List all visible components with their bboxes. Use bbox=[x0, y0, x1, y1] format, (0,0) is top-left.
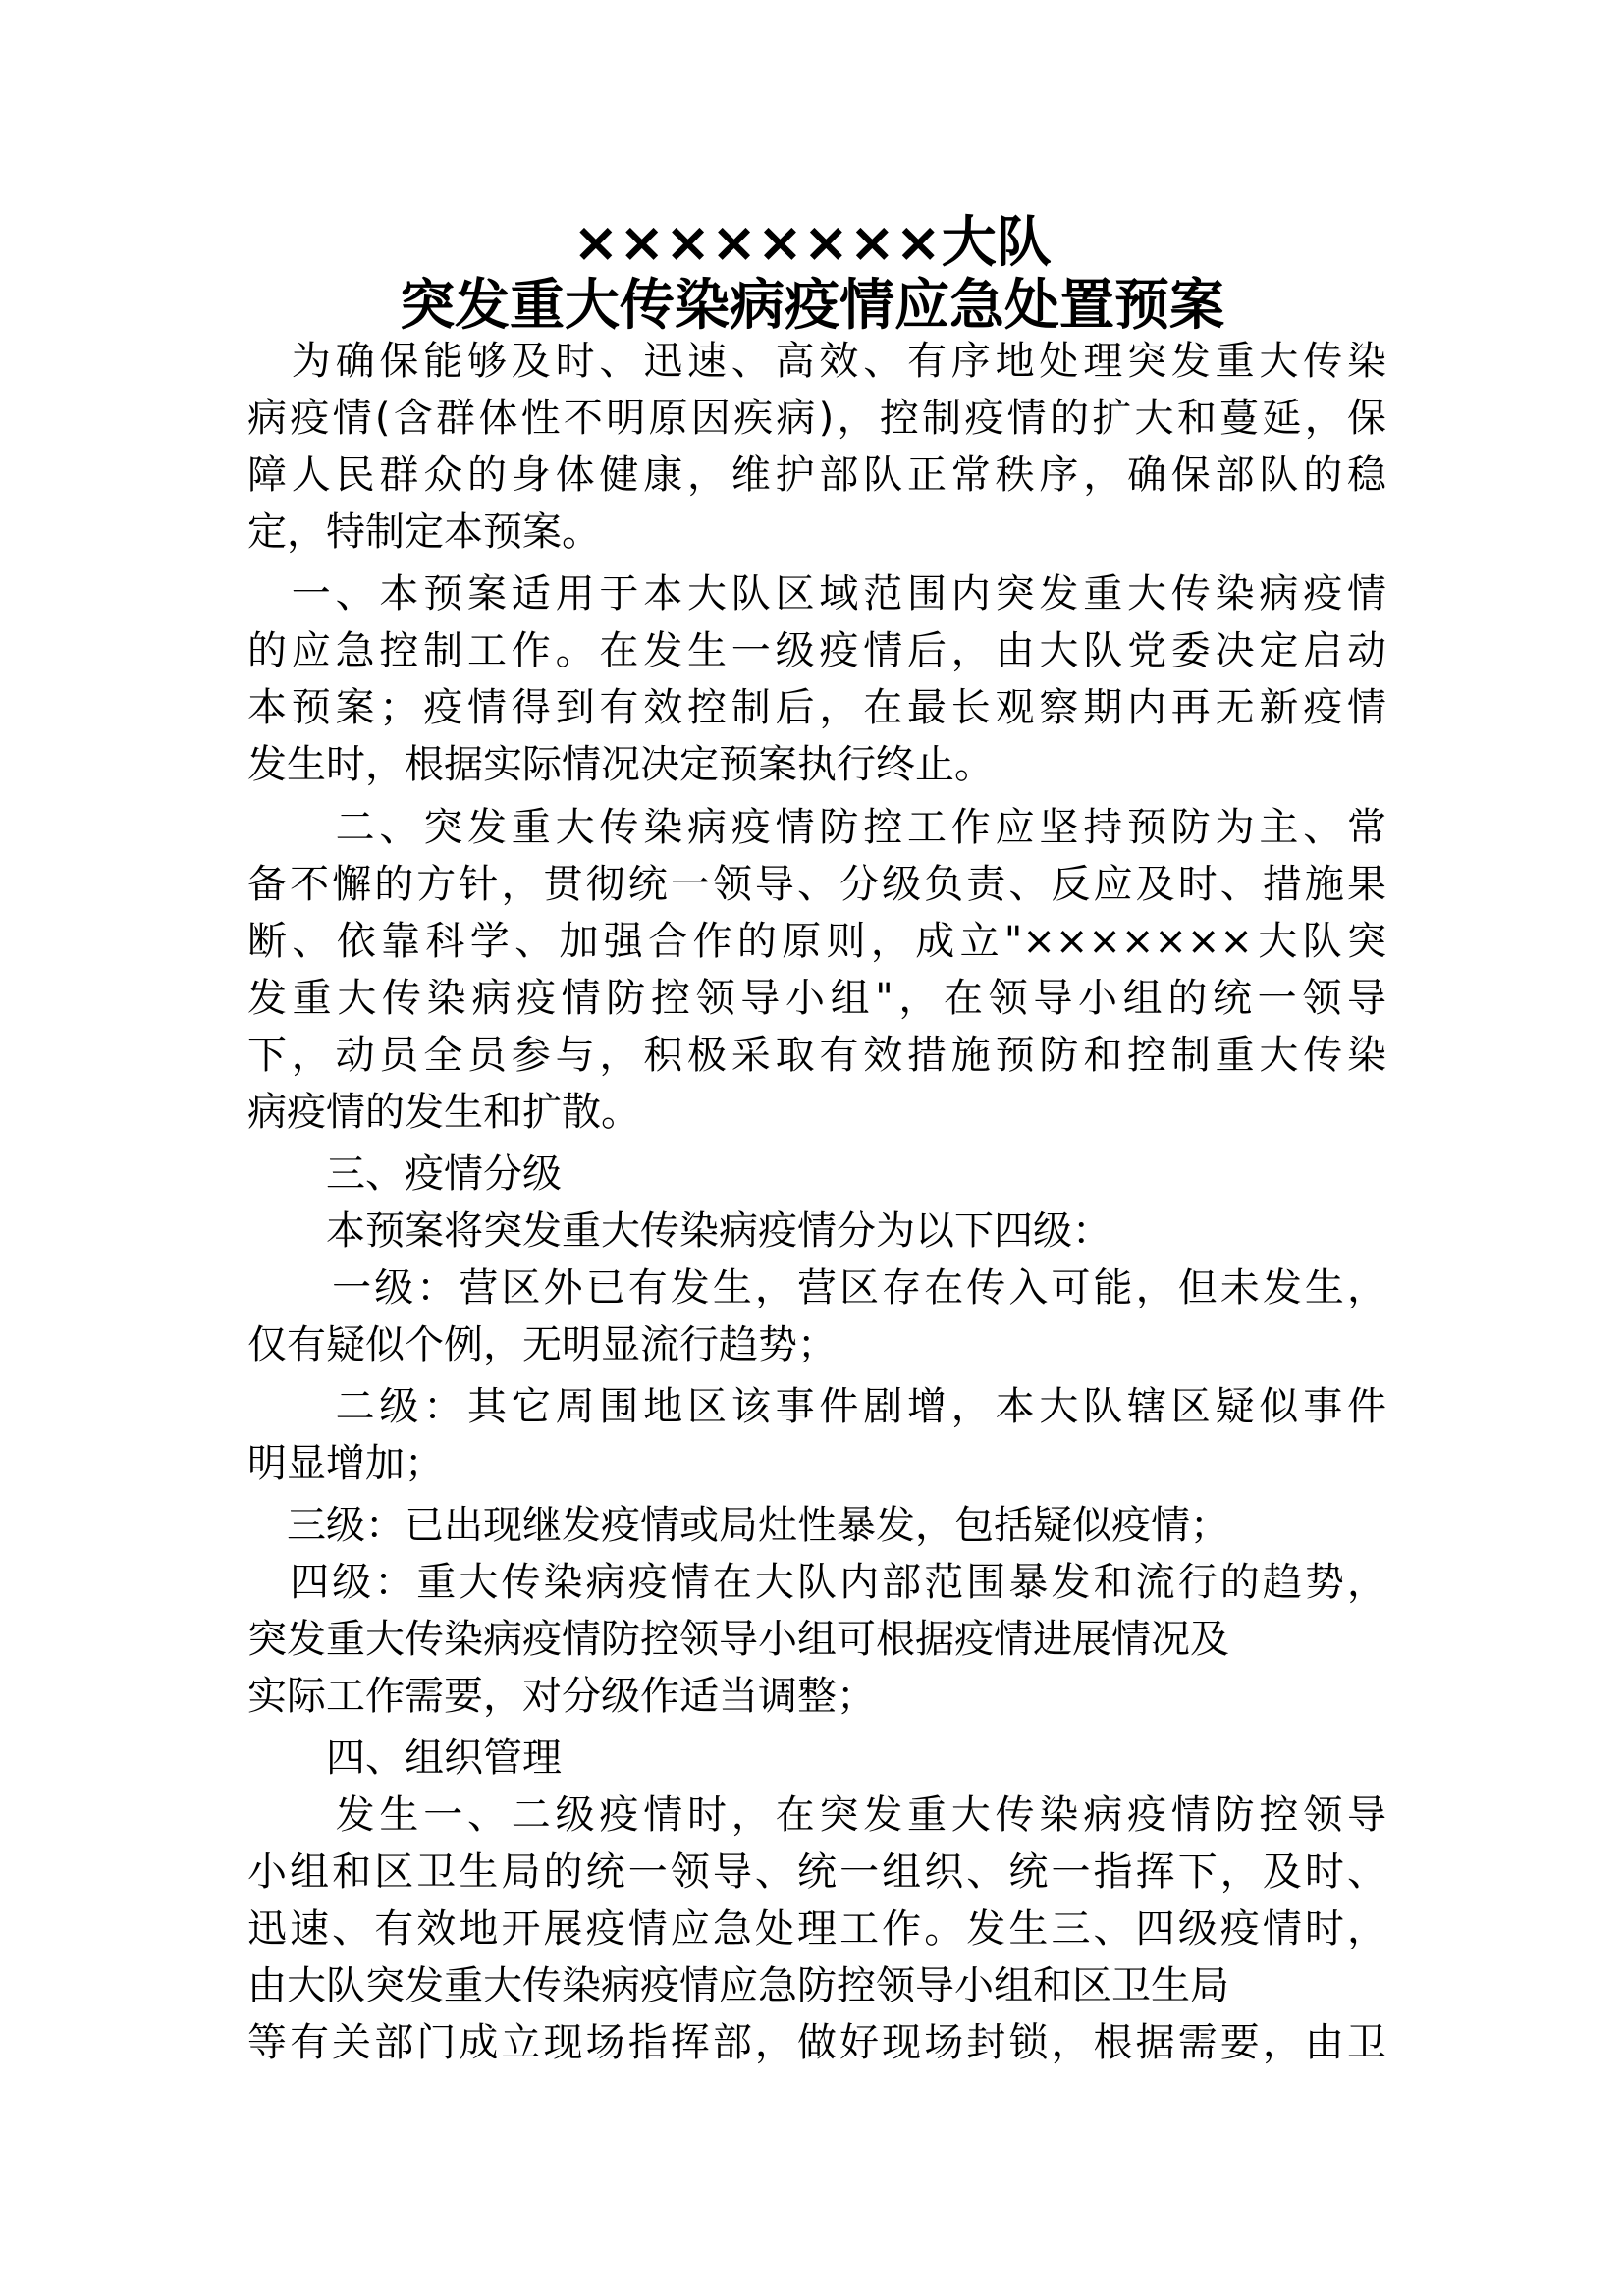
body-line: 本预案；疫情得到有效控制后，在最长观察期内再无新疫情 bbox=[247, 685, 1386, 730]
section-heading: 四、组织管理 bbox=[247, 1735, 562, 1781]
body-line: 备不懈的方针，贯彻统一领导、分级负责、反应及时、措施果 bbox=[247, 862, 1386, 907]
body-line: 的应急控制工作。在发生一级疫情后，由大队党委决定启动 bbox=[247, 628, 1386, 673]
body-line: 三级：已出现继发疫情或局灶性暴发，包括疑似疫情； bbox=[247, 1503, 1229, 1548]
body-line: 病疫情(含群体性不明原因疾病)，控制疫情的扩大和蔓延，保 bbox=[247, 396, 1386, 441]
body-line: 本预案将突发重大传染病疫情分为以下四级： bbox=[247, 1208, 1111, 1254]
body-line: 由大队突发重大传染病疫情应急防控领导小组和区卫生局 bbox=[247, 1963, 1229, 2008]
body-line: 发生一、二级疫情时，在突发重大传染病疫情防控领导 bbox=[247, 1792, 1386, 1838]
section-heading: 三、疫情分级 bbox=[247, 1151, 562, 1197]
body-line: 定，特制定本预案。 bbox=[247, 509, 601, 555]
body-line: 二、突发重大传染病疫情防控工作应坚持预防为主、常 bbox=[247, 805, 1386, 850]
body-line: 二级：其它周围地区该事件剧增，本大队辖区疑似事件 bbox=[247, 1384, 1386, 1429]
body-line: 为确保能够及时、迅速、高效、有序地处理突发重大传染 bbox=[247, 339, 1386, 384]
body-line: 一、本预案适用于本大队区域范围内突发重大传染病疫情 bbox=[247, 571, 1386, 616]
body-line: 迅速、有效地开展疫情应急处理工作。发生三、四级疫情时， bbox=[247, 1906, 1386, 1951]
body-line: 下，动员全员参与，积极采取有效措施预防和控制重大传染 bbox=[247, 1033, 1386, 1078]
body-line: 四级：重大传染病疫情在大队内部范围暴发和流行的趋势， bbox=[247, 1560, 1386, 1605]
body-line: 发重大传染病疫情防控领导小组"，在领导小组的统一领导 bbox=[247, 976, 1386, 1021]
body-line: 突发重大传染病疫情防控领导小组可根据疫情进展情况及 bbox=[247, 1617, 1229, 1662]
body-line: 断、依靠科学、加强合作的原则，成立"×××××××大队突 bbox=[247, 919, 1386, 964]
body-line: 实际工作需要，对分级作适当调整； bbox=[247, 1674, 876, 1719]
document-title-main: 突发重大传染病疫情应急处置预案 bbox=[400, 274, 1224, 338]
body-line: 明显增加； bbox=[247, 1441, 444, 1486]
body-line: 病疫情的发生和扩散。 bbox=[247, 1090, 640, 1135]
body-line: 障人民群众的身体健康，维护部队正常秩序，确保部队的稳 bbox=[247, 453, 1386, 498]
document-title-unit: ××××××××大队 bbox=[572, 211, 1052, 275]
body-line: 小组和区卫生局的统一领导、统一组织、统一指挥下，及时、 bbox=[247, 1849, 1386, 1895]
body-line: 发生时，根据实际情况决定预案执行终止。 bbox=[247, 742, 994, 787]
body-line: 仅有疑似个例，无明显流行趋势； bbox=[247, 1322, 837, 1367]
body-line: 一级：营区外已有发生，营区存在传入可能，但未发生， bbox=[247, 1265, 1386, 1310]
body-line: 等有关部门成立现场指挥部，做好现场封锁，根据需要，由卫 bbox=[247, 2020, 1386, 2065]
